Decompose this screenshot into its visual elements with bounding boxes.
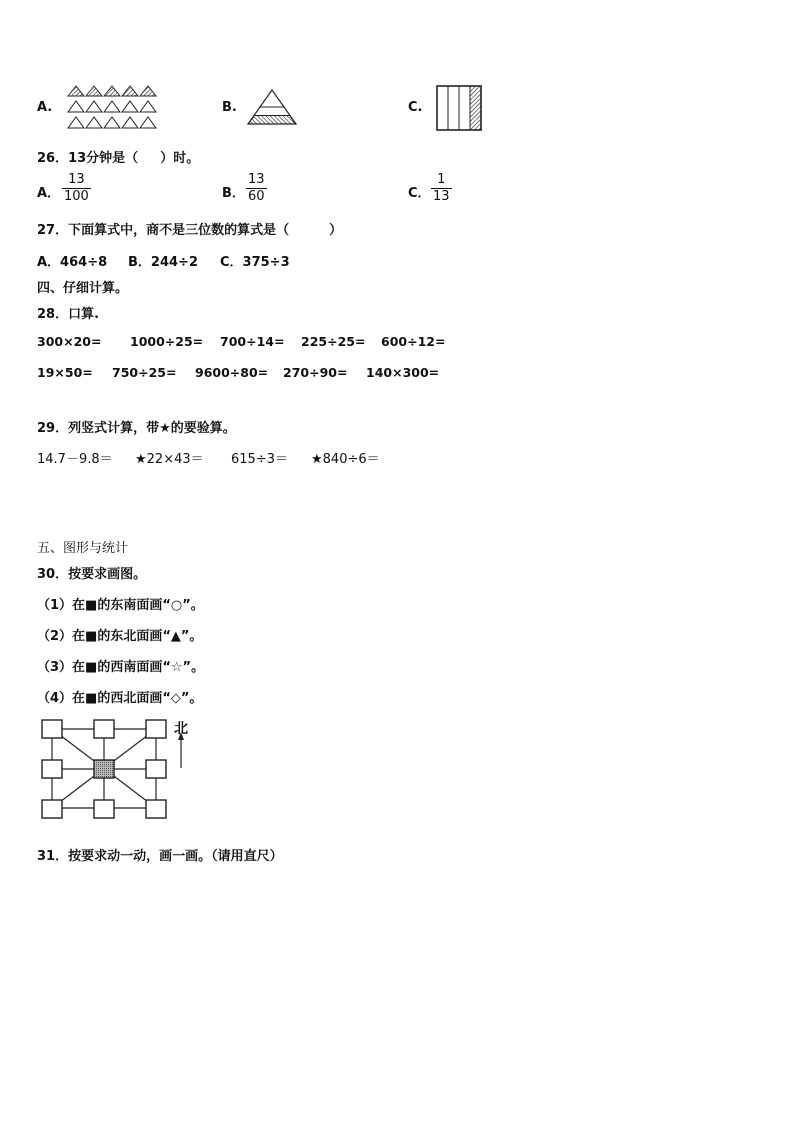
grid-box-south[interactable] [94,800,114,818]
q30-sub4: （4）在■的西北面画“◇”。 [37,691,203,706]
q25-option-a-triangles-figure [66,84,158,132]
q30-sub3: （3）在■的西南面画“☆”。 [37,660,205,675]
q28-text: 口算. [68,307,100,322]
q31-number: 31． [37,849,69,864]
q28-row1-item1[interactable]: 300×20= [37,334,102,349]
grid-box-north[interactable] [94,720,114,738]
q26-text-before: 13分钟是（ [68,151,139,166]
q28-stem [37,303,99,322]
q28-row1-item4[interactable]: 225÷25= [301,334,366,349]
q27-number: 27． [37,223,69,238]
q25-option-b-label: B. [222,100,237,115]
q29-text: 列竖式计算，带★的要验算。 [68,421,236,436]
q26-option-a-fraction[interactable] [62,172,91,205]
grid-box-northeast[interactable] [146,720,166,738]
grid-box-southeast[interactable] [146,800,166,818]
q27-option-c[interactable]: C．375÷3 [220,255,290,270]
q28-row1-item2[interactable]: 1000÷25= [130,334,204,349]
q26-stem [37,147,199,166]
q26-option-a-label: A． [37,186,61,201]
north-label: 北 [174,721,188,737]
q27-stem [37,219,342,238]
q26-option-c-fraction[interactable] [431,172,452,205]
q29-number: 29． [37,421,69,436]
section-5-heading: 五、图形与统计 [37,541,129,556]
q26-option-a-denominator: 100 [64,189,89,204]
grid-box-east[interactable] [146,760,166,778]
q30-stem [37,563,146,582]
q30-sub1: （1）在■的东南面画“○”。 [37,598,204,613]
q27-text-end: ） [329,223,343,238]
q29-item2[interactable]: ★22×43＝ [135,452,204,467]
q26-option-c-label: C． [408,186,431,201]
q28-row2-item5[interactable]: 140×300= [366,365,440,380]
q26-option-c-denominator: 13 [433,189,450,204]
q31-text: 按要求动一动，画一画。（请用直尺） [68,849,283,864]
q28-row2-item2[interactable]: 750÷25= [112,365,177,380]
q25-option-b-pyramid-figure [246,88,298,126]
grid-center-shaded-square [94,760,114,778]
q26-option-c-numerator: 1 [437,172,446,187]
grid-box-northwest[interactable] [42,720,62,738]
q27-option-b[interactable]: B．244÷2 [128,255,198,270]
q29-stem [37,417,236,436]
grid-box-southwest[interactable] [42,800,62,818]
q26-option-b-numerator: 13 [248,172,265,187]
grid-box-west[interactable] [42,760,62,778]
q26-option-b-fraction[interactable] [246,172,267,205]
q27-option-a[interactable]: A．464÷8 [37,255,108,270]
q30-number: 30． [37,567,69,582]
q28-row1-item3[interactable]: 700÷14= [220,334,285,349]
q28-row1-item5[interactable]: 600÷12= [381,334,446,349]
q28-row2-item3[interactable]: 9600÷80= [195,365,269,380]
q28-row2-item1[interactable]: 19×50= [37,365,93,380]
q30-text: 按要求画图。 [68,567,147,582]
q26-text-after: ）时。 [160,151,200,166]
q28-row2-item4[interactable]: 270÷90= [283,365,348,380]
q26-option-b-denominator: 60 [248,189,265,204]
q25-option-c-label: C. [408,100,423,115]
q30-sub2: （2）在■的东北面画“▲”。 [37,629,203,644]
section-4-heading: 四、仔细计算。 [37,281,129,296]
q27-text: 下面算式中，商不是三位数的算式是（ [68,223,290,238]
q29-item1[interactable]: 14.7－9.8＝ [37,452,113,467]
q29-item4[interactable]: ★840÷6＝ [311,452,380,467]
q31-stem [37,845,283,864]
q29-item3[interactable]: 615÷3＝ [231,452,288,467]
q26-option-b-label: B． [222,186,245,201]
q28-number: 28． [37,307,69,322]
q25-option-a-label: A. [37,100,53,115]
q25-option-c-rectangle-figure [435,84,485,132]
q26-option-a-numerator: 13 [68,172,85,187]
q26-number: 26． [37,151,69,166]
